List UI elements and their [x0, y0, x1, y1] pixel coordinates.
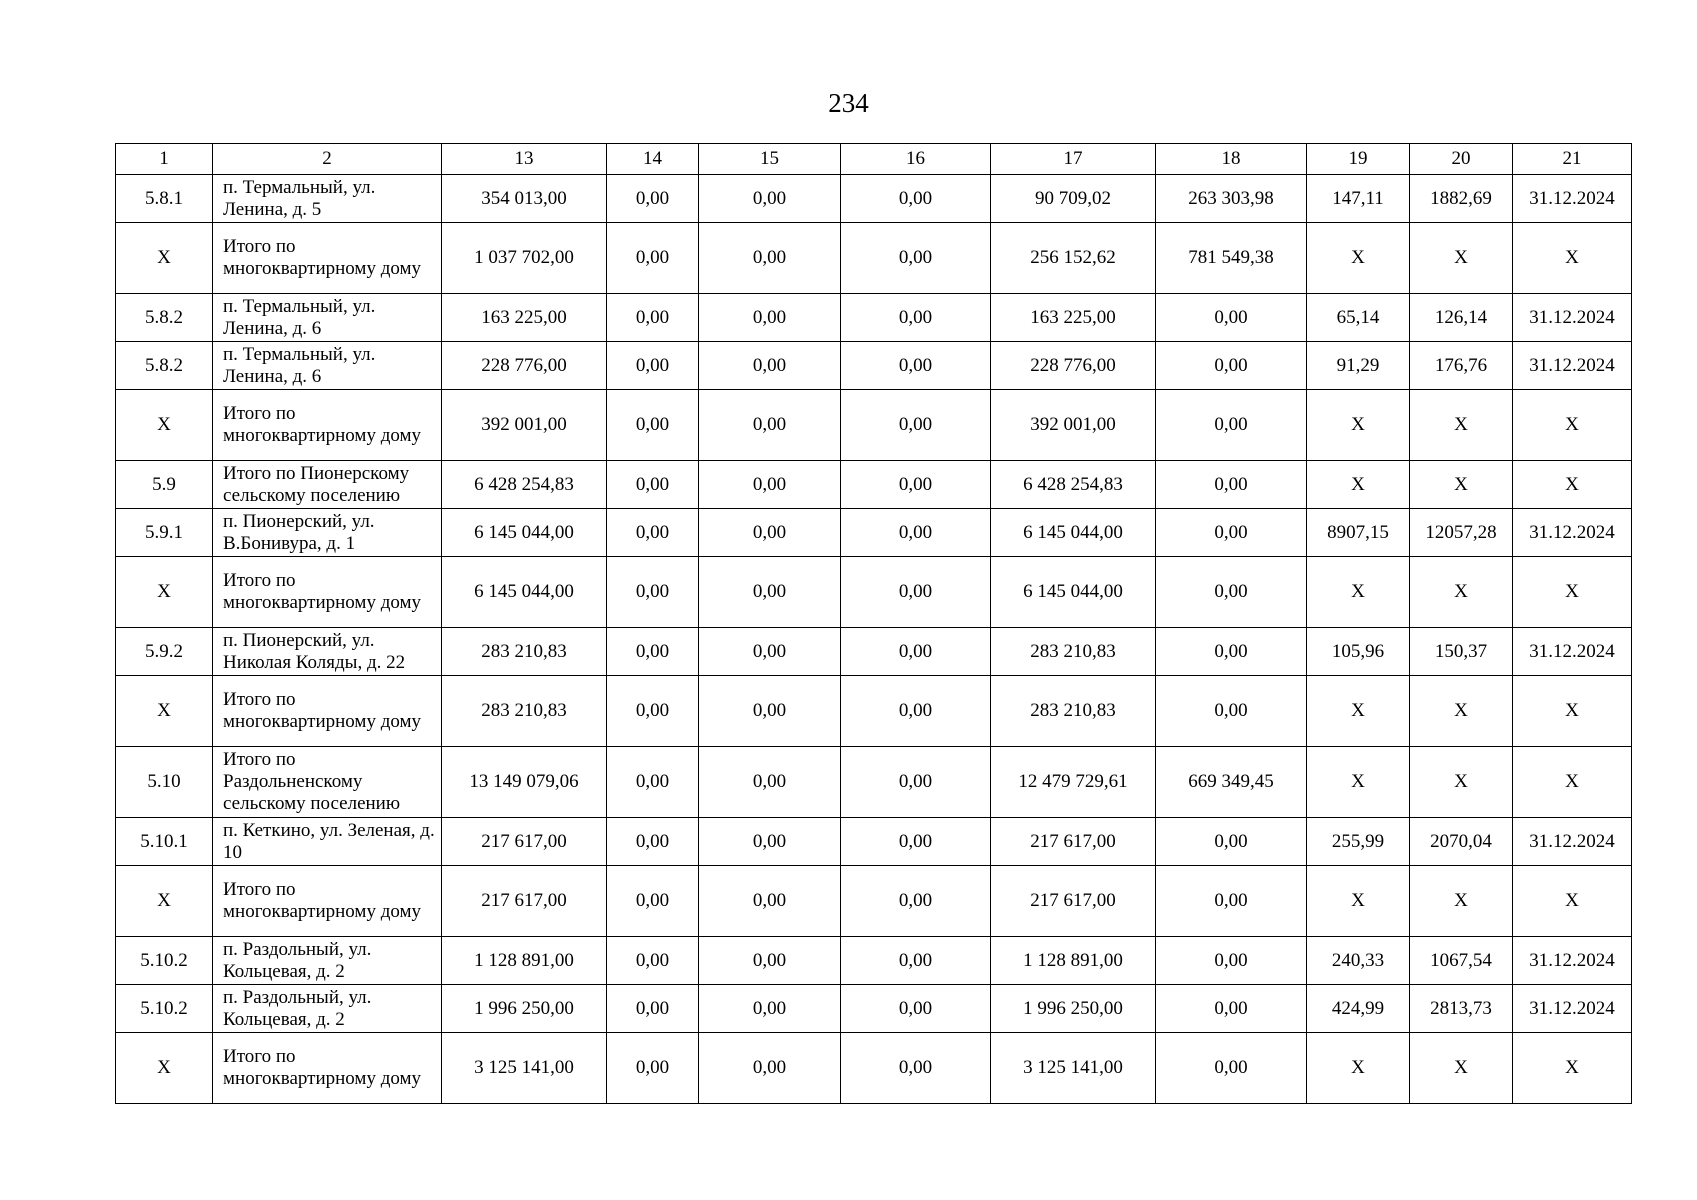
col-15-cell: 0,00 [699, 223, 841, 294]
column-header-21: 21 [1513, 144, 1632, 175]
col-21-cell: 31.12.2024 [1513, 818, 1632, 866]
col-16-cell: 0,00 [841, 509, 991, 557]
address-cell: Итого по многоквартирному дому [213, 557, 442, 628]
column-header-2: 2 [213, 144, 442, 175]
col-17-cell: 217 617,00 [991, 866, 1156, 937]
col-18-cell: 0,00 [1156, 985, 1307, 1033]
col-16-cell: 0,00 [841, 557, 991, 628]
col-13-cell: 283 210,83 [442, 676, 607, 747]
address-cell: Итого по многоквартирному дому [213, 676, 442, 747]
col-18-cell: 0,00 [1156, 676, 1307, 747]
col-17-cell: 1 996 250,00 [991, 985, 1156, 1033]
address-cell: п. Пионерский, ул. В.Бонивура, д. 1 [213, 509, 442, 557]
col-19-cell: 240,33 [1307, 937, 1410, 985]
row-number-cell: X [116, 557, 213, 628]
col-14-cell: 0,00 [607, 175, 699, 223]
col-16-cell: 0,00 [841, 175, 991, 223]
col-19-cell: X [1307, 747, 1410, 818]
address-cell: п. Пионерский, ул. Николая Коляды, д. 22 [213, 628, 442, 676]
column-header-19: 19 [1307, 144, 1410, 175]
col-18-cell: 263 303,98 [1156, 175, 1307, 223]
col-18-cell: 781 549,38 [1156, 223, 1307, 294]
col-19-cell: X [1307, 676, 1410, 747]
col-17-cell: 3 125 141,00 [991, 1033, 1156, 1104]
row-number-cell: X [116, 390, 213, 461]
col-18-cell: 0,00 [1156, 390, 1307, 461]
row-number-cell: 5.8.2 [116, 342, 213, 390]
col-18-cell: 0,00 [1156, 1033, 1307, 1104]
col-14-cell: 0,00 [607, 1033, 699, 1104]
col-17-cell: 283 210,83 [991, 628, 1156, 676]
col-17-cell: 228 776,00 [991, 342, 1156, 390]
col-14-cell: 0,00 [607, 866, 699, 937]
column-header-14: 14 [607, 144, 699, 175]
col-20-cell: X [1410, 223, 1513, 294]
col-21-cell: 31.12.2024 [1513, 175, 1632, 223]
col-14-cell: 0,00 [607, 509, 699, 557]
data-table [115, 143, 1632, 1104]
col-20-cell: X [1410, 557, 1513, 628]
col-19-cell: X [1307, 866, 1410, 937]
col-19-cell: 105,96 [1307, 628, 1410, 676]
col-16-cell: 0,00 [841, 676, 991, 747]
address-cell: п. Термальный, ул. Ленина, д. 5 [213, 175, 442, 223]
col-20-cell: X [1410, 747, 1513, 818]
page-number: 234 [828, 88, 869, 118]
col-17-cell: 6 145 044,00 [991, 557, 1156, 628]
col-14-cell: 0,00 [607, 676, 699, 747]
col-17-cell: 256 152,62 [991, 223, 1156, 294]
address-cell: п. Раздольный, ул. Кольцевая, д. 2 [213, 937, 442, 985]
col-18-cell: 0,00 [1156, 461, 1307, 509]
col-19-cell: 255,99 [1307, 818, 1410, 866]
col-21-cell: 31.12.2024 [1513, 985, 1632, 1033]
col-14-cell: 0,00 [607, 390, 699, 461]
col-21-cell: X [1513, 676, 1632, 747]
col-16-cell: 0,00 [841, 342, 991, 390]
col-16-cell: 0,00 [841, 866, 991, 937]
col-16-cell: 0,00 [841, 985, 991, 1033]
table-row [116, 676, 1632, 747]
table-row [116, 985, 1632, 1033]
row-number-cell: 5.10 [116, 747, 213, 818]
col-15-cell: 0,00 [699, 676, 841, 747]
col-16-cell: 0,00 [841, 294, 991, 342]
row-number-cell: 5.8.2 [116, 294, 213, 342]
col-20-cell: 150,37 [1410, 628, 1513, 676]
col-17-cell: 6 428 254,83 [991, 461, 1156, 509]
col-13-cell: 228 776,00 [442, 342, 607, 390]
col-14-cell: 0,00 [607, 294, 699, 342]
col-15-cell: 0,00 [699, 866, 841, 937]
col-13-cell: 1 128 891,00 [442, 937, 607, 985]
col-20-cell: 2813,73 [1410, 985, 1513, 1033]
col-20-cell: X [1410, 390, 1513, 461]
col-15-cell: 0,00 [699, 747, 841, 818]
col-21-cell: 31.12.2024 [1513, 509, 1632, 557]
col-20-cell: X [1410, 1033, 1513, 1104]
col-16-cell: 0,00 [841, 818, 991, 866]
col-14-cell: 0,00 [607, 747, 699, 818]
col-19-cell: 424,99 [1307, 985, 1410, 1033]
col-17-cell: 283 210,83 [991, 676, 1156, 747]
col-13-cell: 1 996 250,00 [442, 985, 607, 1033]
col-15-cell: 0,00 [699, 1033, 841, 1104]
row-number-cell: X [116, 676, 213, 747]
col-19-cell: X [1307, 1033, 1410, 1104]
column-header-20: 20 [1410, 144, 1513, 175]
col-13-cell: 6 145 044,00 [442, 557, 607, 628]
col-14-cell: 0,00 [607, 223, 699, 294]
row-number-cell: X [116, 1033, 213, 1104]
col-21-cell: X [1513, 223, 1632, 294]
table-row [116, 342, 1632, 390]
col-20-cell: X [1410, 461, 1513, 509]
col-13-cell: 3 125 141,00 [442, 1033, 607, 1104]
address-cell: Итого по многоквартирному дому [213, 223, 442, 294]
table-row [116, 1033, 1632, 1104]
col-17-cell: 6 145 044,00 [991, 509, 1156, 557]
col-18-cell: 0,00 [1156, 866, 1307, 937]
col-15-cell: 0,00 [699, 342, 841, 390]
col-16-cell: 0,00 [841, 461, 991, 509]
col-17-cell: 217 617,00 [991, 818, 1156, 866]
row-number-cell: 5.10.2 [116, 937, 213, 985]
col-19-cell: 8907,15 [1307, 509, 1410, 557]
col-13-cell: 354 013,00 [442, 175, 607, 223]
col-13-cell: 392 001,00 [442, 390, 607, 461]
address-cell: Итого по Раздольненскому сельскому поселению [213, 747, 442, 818]
col-20-cell: X [1410, 866, 1513, 937]
col-15-cell: 0,00 [699, 461, 841, 509]
column-header-1: 1 [116, 144, 213, 175]
col-21-cell: X [1513, 1033, 1632, 1104]
col-15-cell: 0,00 [699, 557, 841, 628]
address-cell: Итого по Пионерскому сельскому поселению [213, 461, 442, 509]
col-14-cell: 0,00 [607, 985, 699, 1033]
col-19-cell: X [1307, 223, 1410, 294]
col-20-cell: 176,76 [1410, 342, 1513, 390]
col-15-cell: 0,00 [699, 509, 841, 557]
col-21-cell: 31.12.2024 [1513, 294, 1632, 342]
col-15-cell: 0,00 [699, 294, 841, 342]
col-21-cell: X [1513, 747, 1632, 818]
col-17-cell: 392 001,00 [991, 390, 1156, 461]
table-body [116, 175, 1632, 1104]
table-row [116, 461, 1632, 509]
col-13-cell: 6 428 254,83 [442, 461, 607, 509]
table-row [116, 557, 1632, 628]
col-20-cell: 1067,54 [1410, 937, 1513, 985]
col-15-cell: 0,00 [699, 937, 841, 985]
table-row [116, 390, 1632, 461]
col-20-cell: 12057,28 [1410, 509, 1513, 557]
table-row [116, 937, 1632, 985]
col-19-cell: X [1307, 461, 1410, 509]
col-21-cell: X [1513, 390, 1632, 461]
address-cell: Итого по многоквартирному дому [213, 866, 442, 937]
col-15-cell: 0,00 [699, 985, 841, 1033]
column-header-17: 17 [991, 144, 1156, 175]
col-16-cell: 0,00 [841, 223, 991, 294]
address-cell: п. Термальный, ул. Ленина, д. 6 [213, 342, 442, 390]
col-15-cell: 0,00 [699, 818, 841, 866]
address-cell: п. Термальный, ул. Ленина, д. 6 [213, 294, 442, 342]
col-15-cell: 0,00 [699, 175, 841, 223]
col-13-cell: 217 617,00 [442, 818, 607, 866]
col-14-cell: 0,00 [607, 818, 699, 866]
col-13-cell: 6 145 044,00 [442, 509, 607, 557]
col-20-cell: 126,14 [1410, 294, 1513, 342]
table-row [116, 818, 1632, 866]
col-18-cell: 0,00 [1156, 509, 1307, 557]
col-16-cell: 0,00 [841, 628, 991, 676]
table-row [116, 628, 1632, 676]
col-19-cell: 147,11 [1307, 175, 1410, 223]
col-20-cell: 1882,69 [1410, 175, 1513, 223]
col-21-cell: X [1513, 461, 1632, 509]
row-number-cell: 5.10.1 [116, 818, 213, 866]
col-13-cell: 13 149 079,06 [442, 747, 607, 818]
column-header-18: 18 [1156, 144, 1307, 175]
address-cell: Итого по многоквартирному дому [213, 390, 442, 461]
col-14-cell: 0,00 [607, 342, 699, 390]
col-19-cell: 91,29 [1307, 342, 1410, 390]
col-13-cell: 217 617,00 [442, 866, 607, 937]
table-row [116, 866, 1632, 937]
col-16-cell: 0,00 [841, 390, 991, 461]
col-21-cell: 31.12.2024 [1513, 342, 1632, 390]
col-17-cell: 12 479 729,61 [991, 747, 1156, 818]
row-number-cell: 5.9.2 [116, 628, 213, 676]
row-number-cell: 5.8.1 [116, 175, 213, 223]
table-row [116, 509, 1632, 557]
address-cell: п. Кеткино, ул. Зеленая, д. 10 [213, 818, 442, 866]
col-21-cell: 31.12.2024 [1513, 937, 1632, 985]
col-20-cell: 2070,04 [1410, 818, 1513, 866]
col-18-cell: 669 349,45 [1156, 747, 1307, 818]
row-number-cell: X [116, 866, 213, 937]
column-header-16: 16 [841, 144, 991, 175]
col-18-cell: 0,00 [1156, 937, 1307, 985]
row-number-cell: X [116, 223, 213, 294]
col-18-cell: 0,00 [1156, 818, 1307, 866]
column-header-13: 13 [442, 144, 607, 175]
row-number-cell: 5.10.2 [116, 985, 213, 1033]
col-17-cell: 1 128 891,00 [991, 937, 1156, 985]
col-15-cell: 0,00 [699, 390, 841, 461]
col-14-cell: 0,00 [607, 628, 699, 676]
col-13-cell: 163 225,00 [442, 294, 607, 342]
table-row [116, 747, 1632, 818]
column-header-15: 15 [699, 144, 841, 175]
address-cell: п. Раздольный, ул. Кольцевая, д. 2 [213, 985, 442, 1033]
row-number-cell: 5.9.1 [116, 509, 213, 557]
col-13-cell: 1 037 702,00 [442, 223, 607, 294]
col-18-cell: 0,00 [1156, 294, 1307, 342]
col-16-cell: 0,00 [841, 747, 991, 818]
col-19-cell: X [1307, 390, 1410, 461]
col-18-cell: 0,00 [1156, 342, 1307, 390]
col-15-cell: 0,00 [699, 628, 841, 676]
col-14-cell: 0,00 [607, 557, 699, 628]
col-21-cell: X [1513, 557, 1632, 628]
column-number-row [116, 144, 1632, 175]
col-17-cell: 90 709,02 [991, 175, 1156, 223]
col-16-cell: 0,00 [841, 937, 991, 985]
col-21-cell: 31.12.2024 [1513, 628, 1632, 676]
col-17-cell: 163 225,00 [991, 294, 1156, 342]
col-18-cell: 0,00 [1156, 557, 1307, 628]
table-row [116, 223, 1632, 294]
col-14-cell: 0,00 [607, 937, 699, 985]
col-19-cell: X [1307, 557, 1410, 628]
col-13-cell: 283 210,83 [442, 628, 607, 676]
address-cell: Итого по многоквартирному дому [213, 1033, 442, 1104]
table-row [116, 294, 1632, 342]
col-14-cell: 0,00 [607, 461, 699, 509]
col-19-cell: 65,14 [1307, 294, 1410, 342]
col-21-cell: X [1513, 866, 1632, 937]
col-16-cell: 0,00 [841, 1033, 991, 1104]
row-number-cell: 5.9 [116, 461, 213, 509]
table-row [116, 175, 1632, 223]
col-20-cell: X [1410, 676, 1513, 747]
col-18-cell: 0,00 [1156, 628, 1307, 676]
